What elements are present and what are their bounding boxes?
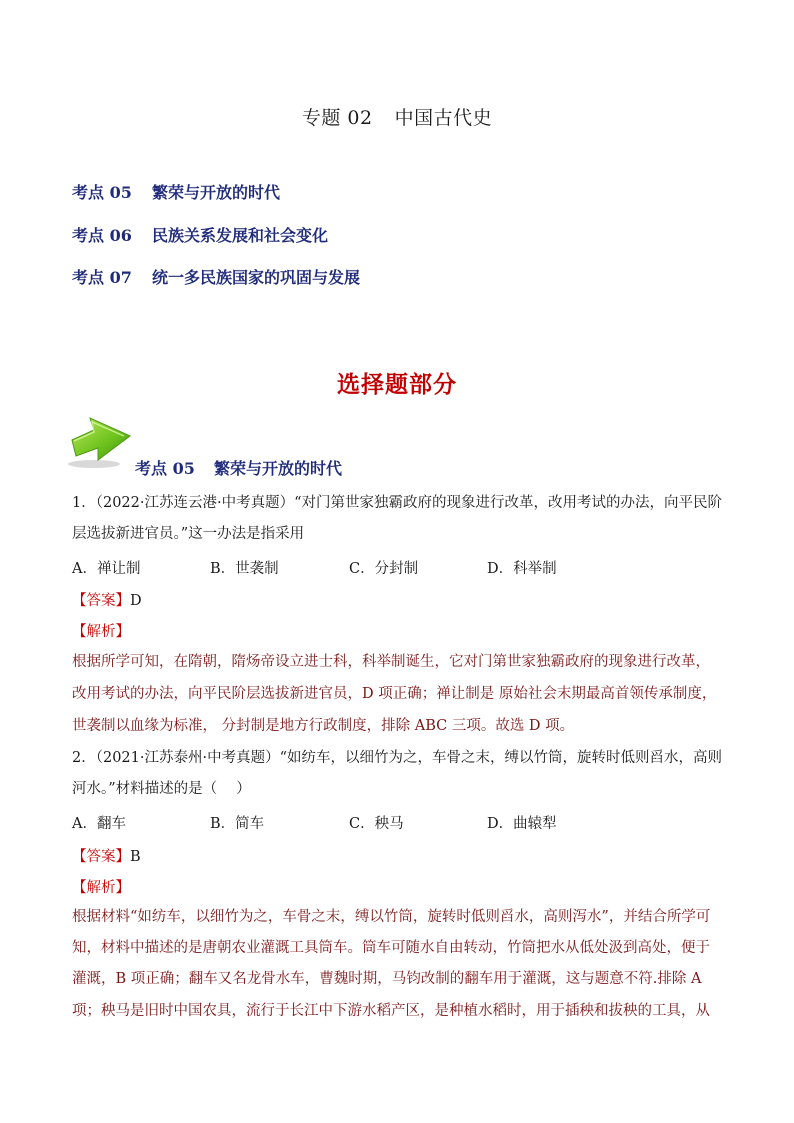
answer-label: 【答案】	[72, 849, 130, 865]
q1-option-c[interactable]: C．分封制	[349, 561, 419, 577]
subsection-title	[135, 456, 342, 479]
q1-option-a[interactable]: A．禅让制	[72, 561, 141, 577]
green-arrow-icon	[64, 410, 136, 470]
toc-text: 繁荣与开放的时代	[152, 183, 281, 202]
section-heading: 选择题部分	[337, 371, 457, 398]
q2-option-a[interactable]: A．翻车	[72, 816, 126, 832]
q2-analysis-label: 【解析】	[72, 880, 130, 896]
subsection-text: 繁荣与开放的时代	[214, 459, 343, 478]
toc-item-06[interactable]	[72, 223, 328, 246]
q1-analysis-label: 【解析】	[72, 624, 130, 640]
q1-option-b[interactable]: B．世袭制	[210, 561, 279, 577]
title-sub: 中国古代史	[394, 107, 493, 129]
title-main: 专题 02	[301, 107, 373, 129]
q2-stem-line2: 河水。”材料描述的是（ ）	[72, 781, 251, 797]
toc-text: 民族关系发展和社会变化	[152, 226, 329, 245]
toc-tag: 考点 05	[72, 183, 132, 202]
q1-analysis-line: 根据所学可知，在隋朝，隋炀帝设立进士科，科举制诞生，它对门第世家独霸政府的现象进行改革，	[72, 654, 710, 670]
q1-analysis-line: 改用考试的办法，向平民阶层选拔新进官员，D 项正确；禅让制是 原始社会末期最高首领传承制度，	[72, 686, 717, 702]
answer-value: B	[130, 849, 141, 865]
answer-value: D	[130, 593, 142, 609]
q1-stem-line1: 1．（2022·江苏连云港·中考真题）“对门第世家独霸政府的现象进行改革，改用考试的办法，向平民阶	[72, 495, 723, 511]
toc-tag: 考点 06	[72, 226, 132, 245]
page-title	[0, 103, 794, 130]
q2-analysis-line: 灌溉，B 项正确；翻车又名龙骨水车，曹魏时期，马钧改制的翻车用于灌溉，这与题意不符.排除 A	[72, 971, 702, 987]
q2-option-c[interactable]: C．秧马	[349, 816, 404, 832]
q1-answer	[72, 589, 142, 610]
toc-item-05[interactable]	[72, 180, 280, 203]
q2-option-b[interactable]: B．简车	[210, 816, 265, 832]
toc-text: 统一多民族国家的巩固与发展	[152, 268, 361, 287]
q2-analysis-line: 项；秧马是旧时中国农具，流行于长江中下游水稻产区，是种植水稻时，用于插秧和拔秧的工具，从	[72, 1003, 710, 1019]
q2-analysis-line: 知，材料中描述的是唐朝农业灌溉工具筒车。筒车可随水自由转动，竹筒把水从低处汲到高处，便于	[72, 940, 710, 956]
q2-answer	[72, 845, 141, 866]
toc-item-07[interactable]	[72, 265, 360, 288]
q2-stem-line1: 2．（2021·江苏泰州·中考真题）“如纺车，以细竹为之，车骨之末，缚以竹筒，旋转时低则舀水，高则	[72, 750, 723, 766]
q2-option-d[interactable]: D．曲辕犁	[487, 816, 557, 832]
subsection-tag: 考点 05	[135, 459, 195, 478]
q1-option-d[interactable]: D．科举制	[487, 561, 557, 577]
toc-tag: 考点 07	[72, 268, 132, 287]
q1-analysis-line: 世袭制以血缘为标准， 分封制是地方行政制度，排除 ABC 三项。故选 D 项。	[72, 718, 575, 734]
q2-analysis-line: 根据材料“如纺车，以细竹为之，车骨之末，缚以竹筒，旋转时低则舀水，高则泻水”，并结合所学可	[72, 909, 711, 925]
q1-stem-line2: 层选拔新进官员。”这一办法是指采用	[72, 526, 305, 542]
answer-label: 【答案】	[72, 593, 130, 609]
